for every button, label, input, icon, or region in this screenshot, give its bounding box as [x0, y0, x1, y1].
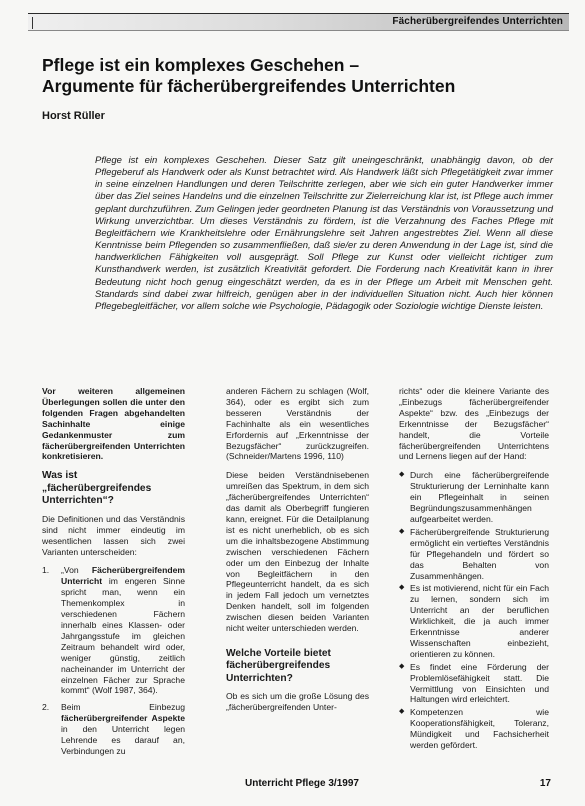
- definition-list: [42, 565, 185, 756]
- list-item-number: 1.: [42, 565, 50, 576]
- section-header-bar: [28, 13, 569, 31]
- bullet-item: ◆ Kompetenzen wie Kooperationsfähigkeit, Toleranz, Mündigkeit und Fachsicherheit werden gefördert.: [399, 707, 549, 751]
- section-title: Fächerübergreifendes Unterrichten: [392, 16, 563, 27]
- list-item-term: Fächerübergreifendem Unterricht: [61, 565, 185, 587]
- text-column-3: [399, 386, 549, 753]
- article-title: [42, 55, 562, 97]
- article-title-line-2: Argumente für fächerübergreifendes Unterrichten: [42, 76, 456, 96]
- article-title-line-1: Pflege ist ein komplexes Geschehen –: [42, 55, 360, 75]
- article-author: Horst Rüller: [42, 110, 105, 122]
- list-item-text: Beim Einbezug: [61, 702, 185, 713]
- bullet-item: ◆ Durch eine fächerübergreifende Strukturierung der Lerninhalte kann ein Pflegeinhalt in seinen Begründungszusammenhängen aufgearbeitet werden.: [399, 470, 549, 525]
- paragraph: richts“ oder die kleinere Variante des „Einbezugs fächerübergreifender Aspekte“ bzw. des „Einbezugs der Erkenntnisse der Bezugsfächer“ handelt, die Vorteile fächerübergreifenden Unterrichtens und Lernens liegen auf der Hand:: [399, 386, 549, 462]
- list-item: [42, 565, 185, 696]
- bullet-item: ◆ Es findet eine Förderung der Problemlösefähigkeit statt. Die Vermittlung von Einsichten und Haltungen wird erleichtert.: [399, 662, 549, 706]
- list-item-text: in den Unterricht legen Lehrende es darauf an, Verbindungen zu: [61, 724, 185, 756]
- advantages-list: [399, 470, 549, 751]
- paragraph: Ob es sich um die große Lösung des „fächerübergreifenden Unter-: [226, 691, 369, 713]
- list-item-text: „Von: [61, 565, 92, 576]
- article-abstract: Pflege ist ein komplexes Geschehen. Dieser Satz gilt uneingeschränkt, unabhängig davon, ob der Pflegeberuf als Handwerk oder als Kunst betrachtet wird. Als Handwerk läßt sich Pflegetätigkeit zwar immer in seine einzelnen Handlungen und deren Teilschritte zerlegen, aber wie sich ein guter Handwerker immer über das Ziel seines Handelns und die einzelnen Teilschritte zur Zielerreichung klar ist, ist Pflege auch immer geplant durchzuführen. Zum Gelingen jeder geordneten Planung ist das Verständnis von Voraussetzung und Wirkung unverzichtbar. Um dieses Verständnis zu fördern, ist die Verzahnung des Faches Pflege mit Begleitfächern wie Krankheitslehre oder Ernährungslehre seit Jahren angestrebtes Ziel. Wenn all diese Kenntnisse beim Pflegenden so zusammenfließen, daß sie/er zu deren Anwendung in der Lage ist, sind die handwerklichen Fähigkeiten voll ausgeprägt. Soll Pflege zur Kunst oder vielleicht richtiger zum Kunsthandwerk werden, ist zusätzlich Kreativität gefordert. Die Forderung nach Kreativität kann in ihrer Bedeutung nicht hoch genug eingeschätzt werden, da es in der Pflege um Arbeit mit Menschen geht. Standards sind dabei zwar hilfreich, genügen aber in der individuellen Situation nicht. Auch hier können Pflegebegleitfächer, vor allem solche wie Psychologie, Pädagogik oder Soziologie wichtige Dienste leisten.: [95, 155, 553, 312]
- paragraph: Diese beiden Verständnisebenen umreißen das Spektrum, in dem sich „fächerübergreifendes Unterrichten“ das damit als Oberbegriff fungieren kann, ereignet. Für die Detailplanung ist es nicht unerheblich, ob es sich um die inhaltsbezogene Abstimmung zwischen verschiedenen Fächern oder um den Einbezug der Inhalte von Begleitfächern in den Pflegeunterricht handelt, da es sich in jedem Fall jedoch um vernetztes Denken handelt, soll im folgenden zwischen diesen beiden Varianten nicht weiter unterschieden werden.: [226, 470, 369, 634]
- header-corner-mark: [32, 17, 40, 29]
- list-item: [42, 702, 185, 757]
- list-item-term: fächerübergreifender Aspekte: [61, 713, 185, 724]
- section-heading-advantages: Welche Vorteile bietet fächerübergreifendes Unterrichten?: [226, 647, 331, 684]
- definition-intro: Die Definitionen und das Verständnis sind nicht immer eindeutig im wesentlichen lassen sich zwei Varianten unterscheiden:: [42, 513, 185, 557]
- list-item-number: 2.: [42, 702, 50, 713]
- bullet-item: ◆ Es ist motivierend, nicht für ein Fach zu lernen, sondern sich im Unterricht an der beruflichen Wirklichkeit, die ja auch immer Erkenntnisse anderer Wissenschaften einbezieht, orientieren zu können.: [399, 583, 549, 659]
- page-number: 17: [539, 778, 551, 789]
- text-column-1: [42, 386, 185, 763]
- lead-paragraph: Vor weiteren allgemeinen Überlegungen sollen die unter den folgenden Fragen abgehandelten Sachinhalte einige Gedankenmuster zum fächerübergreifenden Unterrichten konkretisieren.: [42, 386, 185, 462]
- journal-footer: Unterricht Pflege 3/1997: [245, 778, 359, 789]
- section-heading-definition: Was ist „fächerübergreifendes Unterrichten“?: [42, 470, 152, 507]
- list-item-text: im engeren Sinne spricht man, wenn ein Themenkomplex in verschiedenen Fächern innerhalb eines Klassen- oder Jahrgangsstufe im gleichen Zeitraum behandelt wird oder, weniger günstig, zeitlich nacheinander im Unterricht der einzelnen Fächer zur Sprache kommt“ (Wolf 1987, 364).: [61, 576, 185, 696]
- text-column-2: [226, 386, 369, 721]
- paragraph: anderen Fächern zu schlagen (Wolf, 364), oder es ergibt sich zum besseren Verständnis der Fachinhalte als ein wesentliches Erfordernis auf „Erkenntnisse der Bezugsfächer“ zurückzugreifen. (Schneider/Martens 1996, 110): [226, 386, 369, 462]
- bullet-item: ◆ Fächerübergreifende Strukturierung ermöglicht ein vertieftes Verständnis für Pflegehandeln und fördert so das Behalten von Zusammenhängen.: [399, 527, 549, 582]
